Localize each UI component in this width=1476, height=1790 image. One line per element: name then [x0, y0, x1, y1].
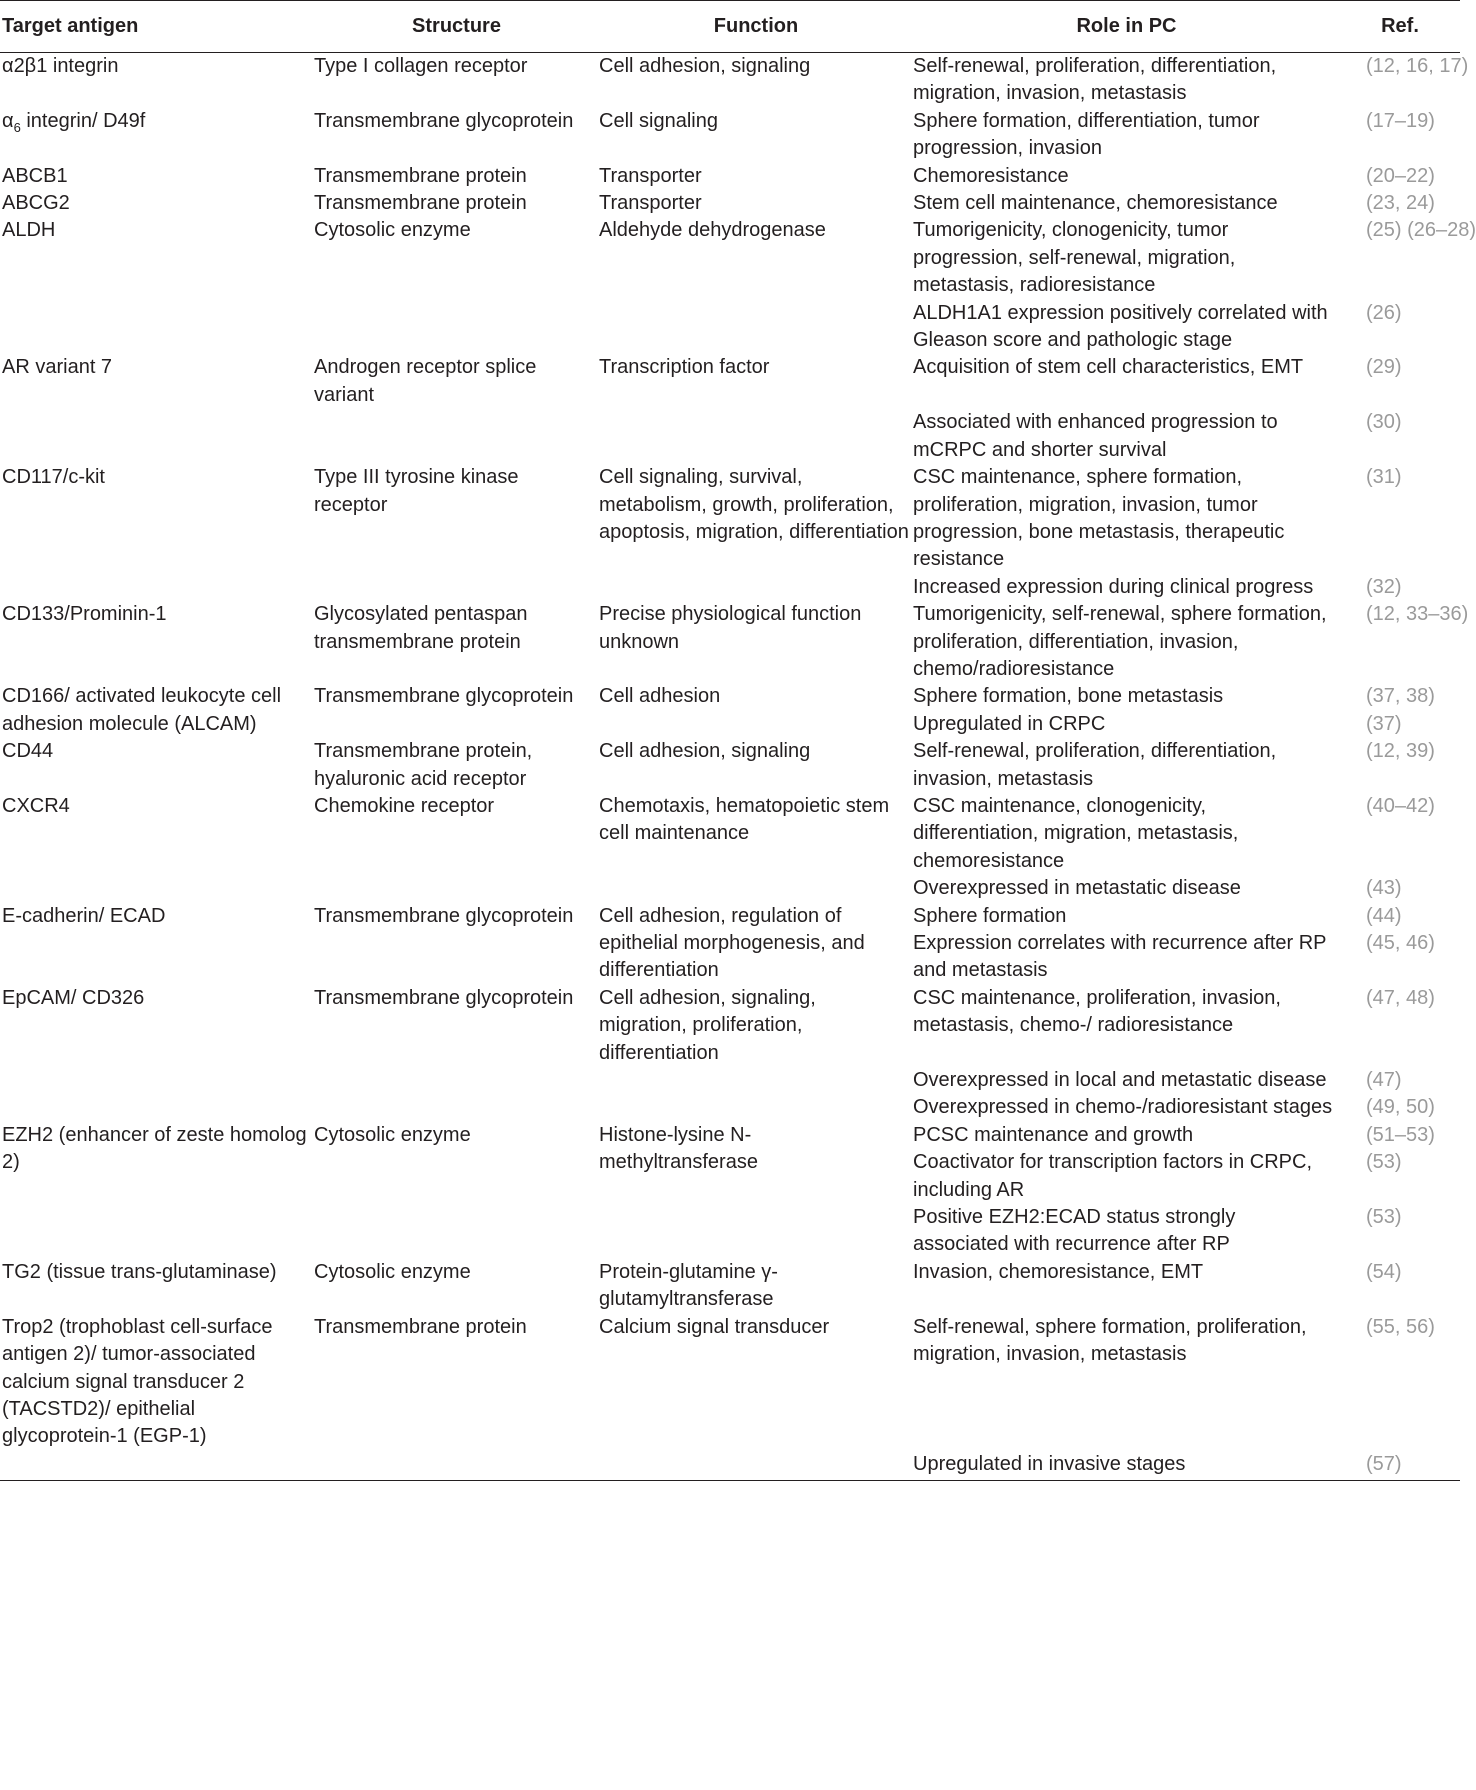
cell-role: [913, 1122, 1340, 1204]
cell-structure: Transmembrane glycoprotein: [314, 904, 574, 927]
cell-function: [599, 300, 913, 355]
cell-function: [599, 875, 913, 902]
cell-structure: Cytosolic enzyme: [314, 1123, 471, 1146]
cell-structure: Type I collagen receptor: [314, 55, 528, 77]
cell-ref: [1340, 985, 1460, 1067]
cell-ref: [1340, 354, 1460, 409]
cell-ref: [1340, 903, 1460, 985]
cell-ref: [1340, 793, 1460, 875]
table-row: [0, 875, 1460, 902]
table-row: [0, 409, 1460, 464]
table-row: [0, 190, 1460, 217]
ref-text[interactable]: (44): [1366, 904, 1402, 927]
cell-ref: [1340, 1314, 1460, 1451]
ref-text[interactable]: (37, 38): [1366, 685, 1435, 708]
cell-role: Sphere formation, differentiation, tumor progression, invasion: [913, 109, 1260, 160]
header-structure: Structure: [314, 1, 599, 53]
cell-ref: [1340, 300, 1460, 355]
cell-function: [599, 1067, 913, 1094]
cell-function: Chemotaxis, hematopoietic stem cell maintenance: [599, 794, 890, 845]
cell-function: Transporter: [599, 164, 702, 187]
cell-role: Invasion, chemoresistance, EMT: [913, 1260, 1204, 1283]
cell-ref: [1340, 1094, 1460, 1121]
cell-function: [599, 1094, 913, 1121]
cell-structure: Transmembrane protein, hyaluronic acid receptor: [314, 740, 533, 790]
ref-text[interactable]: (12, 33–36): [1366, 603, 1469, 626]
table-row: [0, 985, 1460, 1067]
ref-text[interactable]: (43): [1366, 877, 1402, 900]
cell-antigen: [0, 1094, 314, 1121]
cell-antigen: CD133/Prominin-1: [2, 603, 167, 626]
ref-text[interactable]: (23, 24): [1366, 192, 1435, 215]
cell-structure: Androgen receptor splice variant: [314, 356, 537, 406]
cell-ref: [1340, 1259, 1460, 1314]
cell-function: Cell adhesion, signaling, migration, proliferation, differentiation: [599, 986, 816, 1064]
header-ref: Ref.: [1340, 1, 1460, 53]
ref-text[interactable]: (30): [1366, 411, 1402, 434]
table-row: [0, 1451, 1460, 1481]
cell-role: CSC maintenance, sphere formation, proliferation, migration, invasion, tumor progression, bone metastasis, therapeutic resistance: [913, 466, 1285, 571]
cell-structure: Cytosolic enzyme: [314, 219, 471, 242]
cell-role: [913, 683, 1340, 738]
cell-structure: Transmembrane glycoprotein: [314, 109, 574, 132]
cell-structure: Cytosolic enzyme: [314, 1260, 471, 1283]
cell-function: Transporter: [599, 192, 702, 215]
cell-role: Overexpressed in metastatic disease: [913, 877, 1241, 900]
table-row: [0, 217, 1460, 299]
cell-antigen: EpCAM/ CD326: [2, 986, 145, 1009]
header-row: [0, 1, 1460, 53]
ref-text[interactable]: (25) (26–28): [1366, 219, 1476, 242]
cell-antigen: ABCG2: [2, 192, 70, 215]
role-line: Expression correlates with recurrence after RP and metastasis: [913, 932, 1327, 982]
cell-role: ALDH1A1 expression positively correlated with Gleason score and pathologic stage: [913, 301, 1328, 352]
cell-function: Cell signaling, survival, metabolism, growth, proliferation, apoptosis, migration, differentiation: [599, 466, 909, 543]
cell-role: Stem cell maintenance, chemoresistance: [913, 192, 1278, 215]
cell-ref: [1340, 409, 1460, 464]
ref-text[interactable]: (49, 50): [1366, 1096, 1435, 1119]
cell-function: Calcium signal transducer: [599, 1315, 830, 1338]
cell-structure: [314, 875, 599, 902]
cell-role: Acquisition of stem cell characteristics, EMT: [913, 356, 1304, 379]
table-row: [0, 354, 1460, 409]
cell-antigen: E-cadherin/ ECAD: [2, 904, 166, 927]
cell-function: Cell signaling: [599, 109, 718, 132]
header-function: Function: [599, 1, 913, 53]
header-role-in-pc: Role in PC: [913, 1, 1340, 53]
cell-function: [599, 1204, 913, 1259]
cell-antigen: CD166/ activated leukocyte cell adhesion molecule (ALCAM): [2, 685, 282, 735]
cell-antigen: AR variant 7: [2, 356, 113, 379]
cell-ref: [1340, 1204, 1460, 1259]
role-line: Upregulated in CRPC: [913, 712, 1106, 735]
cell-antigen: [0, 875, 314, 902]
cell-role: Overexpressed in chemo-/radioresistant stages: [913, 1096, 1333, 1119]
ref-text[interactable]: (12, 39): [1366, 740, 1435, 763]
table-row: [0, 1122, 1460, 1204]
cell-function: Cell adhesion, signaling: [599, 55, 811, 77]
table-row: [0, 108, 1460, 163]
cell-ref: [1340, 574, 1460, 601]
ref-text[interactable]: (55, 56): [1366, 1315, 1435, 1338]
cell-antigen: ABCB1: [2, 164, 68, 187]
header-target-antigen: Target antigen: [0, 1, 314, 53]
cell-antigen: [0, 108, 314, 163]
cell-function: Protein-glutamine γ-glutamyltransferase: [599, 1260, 778, 1311]
antigen-rest: integrin/ D49f: [20, 109, 146, 132]
cell-role: CSC maintenance, clonogenicity, differentiation, migration, metastasis, chemoresistance: [913, 794, 1239, 872]
ref-text[interactable]: (40–42): [1366, 794, 1435, 817]
cell-antigen: [0, 574, 314, 601]
cell-structure: [314, 1451, 599, 1481]
cell-role: Self-renewal, proliferation, differentiation, migration, invasion, metastasis: [913, 55, 1277, 105]
cell-role: Self-renewal, sphere formation, proliferation, migration, invasion, metastasis: [913, 1315, 1307, 1366]
table-row: [0, 683, 1460, 738]
cell-antigen: [0, 1204, 314, 1259]
ref-text[interactable]: (29): [1366, 356, 1402, 379]
cell-role: Upregulated in invasive stages: [913, 1451, 1340, 1481]
ref-text[interactable]: (37): [1366, 712, 1402, 735]
ref-text[interactable]: (17–19): [1366, 109, 1435, 132]
table-row: [0, 574, 1460, 601]
cell-role: CSC maintenance, proliferation, invasion, metastasis, chemo-/ radioresistance: [913, 986, 1281, 1037]
table-row: [0, 464, 1460, 574]
cell-antigen: TG2 (tissue trans-glutaminase): [2, 1260, 277, 1283]
antigen-subscript: 6: [13, 119, 21, 135]
cell-structure: [314, 1067, 599, 1094]
ref-text[interactable]: (32): [1366, 575, 1402, 598]
cell-function: [599, 409, 913, 464]
ref-text[interactable]: (47, 48): [1366, 986, 1435, 1009]
cell-role: Tumorigenicity, self-renewal, sphere formation, proliferation, differentiation, invasion, chemo/radioresistance: [913, 603, 1327, 680]
ref-text[interactable]: (53): [1366, 1151, 1402, 1174]
cell-ref: [1340, 601, 1469, 683]
cell-ref: [1340, 190, 1460, 217]
cell-ref: [1340, 738, 1460, 793]
cell-structure: [314, 300, 599, 355]
table-row: [0, 1314, 1460, 1451]
cell-antigen: [0, 1067, 314, 1094]
cell-function: Transcription factor: [599, 356, 770, 379]
cell-antigen: [0, 409, 314, 464]
table-row: [0, 738, 1460, 793]
cell-role: Tumorigenicity, clonogenicity, tumor progression, self-renewal, migration, metastasis, radioresistance: [913, 219, 1236, 297]
ref-text[interactable]: (45, 46): [1366, 932, 1435, 954]
cell-structure: Transmembrane protein: [314, 1315, 527, 1338]
cell-antigen: Trop2 (trophoblast cell-surface antigen 2)/ tumor-associated calcium signal transducer 2 (TACSTD2)/ epithelial glycoprotein-1 (EGP-1): [2, 1315, 273, 1448]
cell-antigen: CXCR4: [2, 794, 70, 817]
role-line: PCSC maintenance and growth: [913, 1123, 1194, 1146]
table-row: [0, 793, 1460, 875]
cell-ref: [1340, 108, 1460, 163]
cell-structure: [314, 574, 599, 601]
cell-antigen: CD117/c-kit: [2, 466, 105, 489]
ref-text[interactable]: (51–53): [1366, 1123, 1435, 1146]
cell-structure: Glycosylated pentaspan transmembrane protein: [314, 603, 528, 653]
cell-role: Overexpressed in local and metastatic disease: [913, 1069, 1327, 1092]
ref-text[interactable]: (47): [1366, 1069, 1402, 1092]
cell-structure: Transmembrane protein: [314, 164, 527, 187]
cell-antigen: α2β1 integrin: [2, 55, 119, 77]
cell-function: [599, 1451, 913, 1481]
table-row: [0, 300, 1460, 355]
cell-ref: [1340, 217, 1476, 299]
antigen-main: α: [2, 109, 14, 132]
cell-ref: [1340, 683, 1460, 738]
cell-ref: [1340, 163, 1460, 190]
cell-antigen: [0, 1451, 314, 1481]
cell-ref: [1340, 875, 1460, 902]
table-row: [0, 903, 1460, 985]
cell-role: Increased expression during clinical progress: [913, 575, 1314, 598]
cell-antigen: [0, 300, 314, 355]
cell-function: Cell adhesion, signaling: [599, 740, 811, 763]
cell-structure: [314, 409, 599, 464]
table-row: [0, 601, 1460, 683]
cell-structure: Type III tyrosine kinase receptor: [314, 466, 519, 516]
role-line: Sphere formation: [913, 904, 1067, 927]
table-row: [0, 1259, 1460, 1314]
cell-antigen: ALDH: [2, 219, 56, 242]
cell-function: Cell adhesion: [599, 685, 721, 708]
cell-function: Histone-lysine N-methyltransferase: [599, 1123, 758, 1174]
cell-ref: [1340, 53, 1469, 108]
cell-role: Chemoresistance: [913, 164, 1069, 187]
cell-role: Associated with enhanced progression to mCRPC and shorter survival: [913, 411, 1278, 461]
cell-structure: Transmembrane glycoprotein: [314, 986, 574, 1009]
cell-ref: [1340, 1067, 1460, 1094]
table-row: [0, 163, 1460, 190]
table-row: [0, 1094, 1460, 1121]
cell-ref: [1340, 1451, 1460, 1481]
cell-role: [913, 903, 1340, 985]
ref-text[interactable]: (26): [1366, 301, 1402, 324]
cell-antigen: EZH2 (enhancer of zeste homolog 2): [2, 1123, 307, 1174]
cell-structure: [314, 1204, 599, 1259]
cell-role: Positive EZH2:ECAD status strongly associated with recurrence after RP: [913, 1206, 1236, 1256]
cell-structure: [314, 1094, 599, 1121]
ref-text[interactable]: (31): [1366, 466, 1402, 489]
cell-ref: [1340, 464, 1460, 574]
table-row: [0, 1067, 1460, 1094]
cell-function: Cell adhesion, regulation of epithelial morphogenesis, and differentiation: [599, 904, 865, 982]
role-line: Sphere formation, bone metastasis: [913, 685, 1224, 708]
table-row: [0, 53, 1460, 108]
cell-function: [599, 574, 913, 601]
ref-text[interactable]: (54): [1366, 1260, 1402, 1283]
cell-structure: Transmembrane protein: [314, 192, 527, 215]
cell-function: Aldehyde dehydrogenase: [599, 219, 826, 242]
role-line: Coactivator for transcription factors in CRPC, including AR: [913, 1151, 1313, 1201]
cell-structure: Chemokine receptor: [314, 794, 495, 817]
cell-structure: Transmembrane glycoprotein: [314, 685, 574, 708]
cell-ref: [1340, 1122, 1460, 1204]
ref-text[interactable]: (57): [1366, 1452, 1402, 1475]
table-row: [0, 1204, 1460, 1259]
cell-antigen: CD44: [2, 740, 54, 763]
cell-function: Precise physiological function unknown: [599, 603, 862, 653]
ref-text[interactable]: (53): [1366, 1206, 1402, 1229]
ref-text[interactable]: (12, 16, 17): [1366, 55, 1469, 77]
cell-role: Self-renewal, proliferation, differentiation, invasion, metastasis: [913, 740, 1277, 790]
ref-text[interactable]: (20–22): [1366, 164, 1435, 187]
